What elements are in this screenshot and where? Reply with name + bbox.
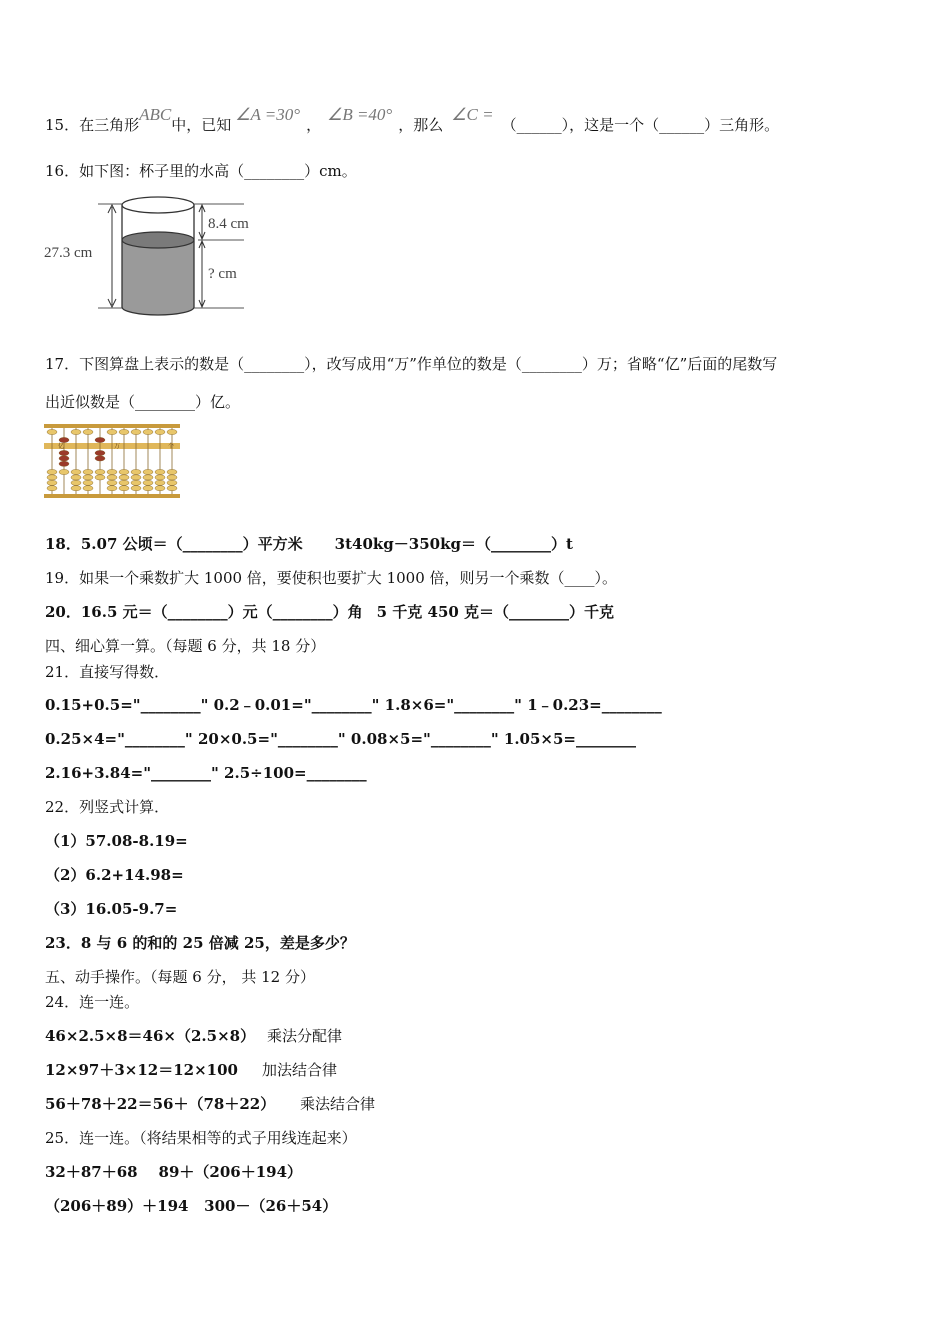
abacus-lower-bead — [143, 469, 153, 474]
question-17-line-1: 17．下图算盘上表示的数是（________），改写成用“万”作单位的数是（________）万；省略“亿”后面的尾数写 — [45, 355, 778, 373]
q20-part-a: 20．16.5 元＝（________）元（________）角 — [45, 603, 363, 621]
abacus-lower-bead — [155, 480, 165, 485]
q24-law-3: 乘法结合律 — [300, 1095, 376, 1113]
q15-angle-b: ∠B =40° — [327, 105, 393, 124]
abacus-upper-bead — [83, 429, 93, 434]
question-17-line-2: 出近似数是（________）亿。 — [45, 393, 241, 411]
abacus-lower-bead-active — [95, 450, 105, 455]
abacus-lower-bead — [107, 480, 117, 485]
question-23: 23．8 与 6 的和的 25 倍减 25，差是多少？ — [45, 934, 355, 952]
abacus-lower-bead — [143, 480, 153, 485]
abacus-lower-bead — [155, 486, 165, 491]
q24-row-1 — [45, 1026, 343, 1046]
abacus-lower-bead — [143, 475, 153, 480]
abacus-lower-bead — [167, 486, 177, 491]
question-20 — [45, 602, 614, 622]
abacus-lower-bead — [95, 469, 105, 474]
abacus-lower-bead-active — [59, 461, 69, 466]
abacus-upper-bead — [47, 429, 57, 434]
abacus-figure — [44, 424, 180, 498]
water-surface — [122, 232, 194, 248]
q21-row-2: 0.25×4="________" 20×0.5="________" 0.08×5="________" 1.05×5=________ — [45, 730, 636, 748]
q15-text-a: 15．在三角形 — [45, 116, 140, 134]
abacus-lower-bead — [83, 475, 93, 480]
abacus-upper-bead — [71, 429, 81, 434]
q18-part-a: 18．5.07 公顷＝（________）平方米 — [45, 535, 303, 553]
question-15 — [45, 105, 780, 135]
q22-item-2: （2）6.2+14.98= — [45, 866, 184, 884]
abacus-upper-bead — [143, 429, 153, 434]
question-18 — [45, 534, 573, 554]
question-24-title: 24．连一连。 — [45, 993, 140, 1011]
abacus-lower-bead — [131, 475, 141, 480]
q24-row-2 — [45, 1060, 338, 1080]
abacus-lower-bead — [47, 486, 57, 491]
question-19: 19．如果一个乘数扩大 1000 倍，要使积也要扩大 1000 倍，则另一个乘数（____）。 — [45, 569, 618, 587]
abacus-label-wan: 万 — [114, 443, 121, 450]
abacus-lower-bead — [131, 486, 141, 491]
abacus-lower-bead — [119, 480, 129, 485]
q18-part-b: 3t40kg－350kg＝（________）t — [334, 535, 573, 553]
abacus-upper-bead — [107, 429, 117, 434]
abacus-upper-bead-active — [95, 437, 105, 442]
total-height-label: 27.3 cm — [44, 245, 93, 261]
abacus-lower-bead — [71, 469, 81, 474]
abacus-lower-bead — [119, 475, 129, 480]
abacus-upper-bead — [167, 429, 177, 434]
abacus-upper-bead-active — [59, 437, 69, 442]
abacus-lower-bead — [131, 480, 141, 485]
abacus-lower-bead — [71, 475, 81, 480]
q24-expr-1: 46×2.5×8＝46×（2.5×8） — [45, 1027, 256, 1045]
abacus-lower-bead — [167, 469, 177, 474]
abacus-lower-bead — [155, 475, 165, 480]
section-5-title: 五、动手操作。（每题 6 分， 共 12 分） — [45, 968, 315, 986]
abacus-lower-bead — [167, 480, 177, 485]
water-height-label: ? cm — [208, 266, 237, 282]
abacus-lower-bead — [71, 480, 81, 485]
abacus-lower-bead — [131, 469, 141, 474]
abacus-lower-bead — [83, 486, 93, 491]
abacus-lower-bead — [47, 469, 57, 474]
abacus-lower-bead-active — [59, 450, 69, 455]
abacus-lower-bead — [71, 486, 81, 491]
abacus-bottom-frame — [44, 494, 180, 498]
q15-triangle-name: ABC — [139, 105, 172, 124]
section-4-title: 四、细心算一算。（每题 6 分，共 18 分） — [45, 637, 326, 655]
question-22-title: 22．列竖式计算． — [45, 798, 170, 816]
q15-angle-c: ∠C = — [451, 105, 494, 124]
question-25-title: 25．连一连。（将结果相等的式子用线连起来） — [45, 1129, 357, 1147]
q22-item-1: （1）57.08-8.19= — [45, 832, 188, 850]
abacus-lower-bead — [143, 486, 153, 491]
top-gap-label: 8.4 cm — [208, 216, 249, 232]
q24-expr-2: 12×97＋3×12＝12×100 — [45, 1061, 238, 1079]
q24-law-2: 加法结合律 — [262, 1061, 338, 1079]
q25-row-2: （206＋89）＋194 300－（26＋54） — [45, 1197, 338, 1215]
q15-text-d: （______），这是一个（______）三角形。 — [501, 116, 780, 134]
abacus-lower-bead — [59, 469, 69, 474]
abacus-lower-bead — [107, 469, 117, 474]
abacus-lower-bead — [95, 475, 105, 480]
q15-text-c: ，那么 — [398, 116, 444, 134]
abacus-label-yi: 亿 — [58, 443, 65, 450]
cup-rim — [122, 197, 194, 213]
abacus-lower-bead — [107, 475, 117, 480]
abacus-lower-bead-active — [95, 456, 105, 461]
q15-angle-a: ∠A =30° — [235, 105, 301, 124]
q15-text-b: 中，已知 — [171, 116, 232, 134]
question-16: 16．如下图：杯子里的水高（________）cm。 — [45, 162, 357, 180]
abacus-upper-bead — [119, 429, 129, 434]
abacus-lower-bead — [83, 480, 93, 485]
cup-figure — [44, 192, 274, 324]
q25-row-1: 32＋87＋68 89＋（206＋194） — [45, 1163, 303, 1181]
abacus-lower-bead — [119, 486, 129, 491]
abacus-upper-bead — [155, 429, 165, 434]
abacus-lower-bead — [107, 486, 117, 491]
q22-item-3: （3）16.05-9.7= — [45, 900, 178, 918]
abacus-lower-bead — [155, 469, 165, 474]
abacus-upper-bead — [131, 429, 141, 434]
abacus-lower-bead — [119, 469, 129, 474]
question-21-title: 21．直接写得数． — [45, 663, 170, 681]
abacus-label-ge: 个 — [168, 443, 175, 450]
abacus-lower-bead — [167, 475, 177, 480]
q21-row-1: 0.15+0.5="________" 0.2﹣0.01="________" 1.8×6="________" 1﹣0.23=________ — [45, 696, 662, 714]
abacus-lower-bead — [83, 469, 93, 474]
q24-row-3 — [45, 1094, 376, 1114]
abacus-lower-bead — [47, 480, 57, 485]
q24-expr-3: 56＋78＋22＝56＋（78＋22） — [45, 1095, 276, 1113]
abacus-lower-bead — [47, 475, 57, 480]
abacus-lower-bead-active — [59, 456, 69, 461]
q15-sep: ， — [306, 116, 322, 134]
q20-part-b: 5 千克 450 克＝（________）千克 — [376, 603, 615, 621]
q24-law-1: 乘法分配律 — [267, 1027, 343, 1045]
abacus-top-frame — [44, 424, 180, 428]
q21-row-3: 2.16+3.84="________" 2.5÷100=________ — [45, 764, 367, 782]
